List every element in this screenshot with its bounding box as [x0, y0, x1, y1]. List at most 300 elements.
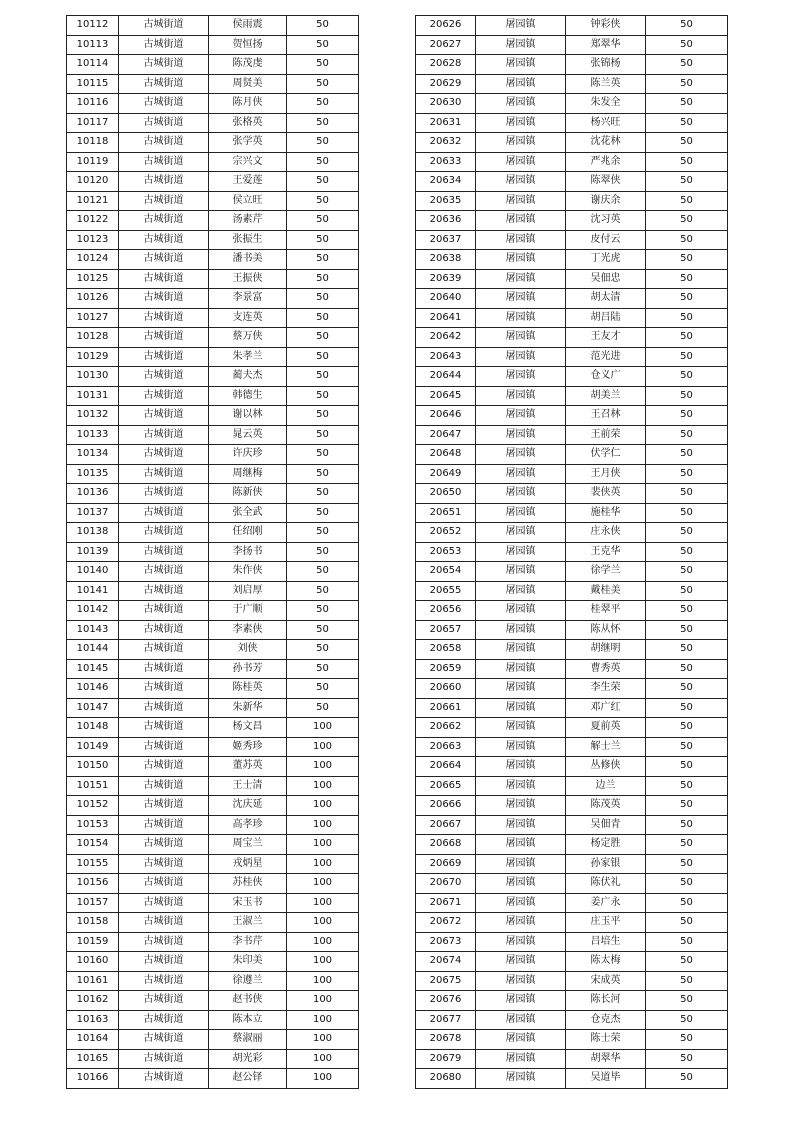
table-row — [67, 386, 359, 406]
amount-cell: 100 — [287, 971, 359, 991]
amount-cell: 100 — [287, 1030, 359, 1050]
district-cell: 屠园镇 — [476, 484, 566, 504]
amount-cell: 50 — [646, 757, 728, 777]
amount-cell: 50 — [287, 581, 359, 601]
id-cell: 20646 — [416, 406, 476, 426]
amount-cell: 100 — [287, 776, 359, 796]
id-cell: 10164 — [67, 1030, 119, 1050]
id-cell: 10121 — [67, 191, 119, 211]
table-row — [416, 640, 728, 660]
id-cell: 20636 — [416, 211, 476, 231]
district-cell: 古城街道 — [119, 893, 209, 913]
amount-cell: 50 — [646, 152, 728, 172]
name-cell: 胡美兰 — [566, 386, 646, 406]
table-row — [416, 737, 728, 757]
table-row — [67, 893, 359, 913]
district-cell: 古城街道 — [119, 386, 209, 406]
district-cell: 屠园镇 — [476, 523, 566, 543]
amount-cell: 50 — [646, 952, 728, 972]
id-cell: 10149 — [67, 737, 119, 757]
amount-cell: 50 — [646, 308, 728, 328]
table-row — [416, 679, 728, 699]
name-cell: 胡继明 — [566, 640, 646, 660]
amount-cell: 100 — [287, 932, 359, 952]
district-cell: 古城街道 — [119, 815, 209, 835]
table-row — [67, 1030, 359, 1050]
id-cell: 20627 — [416, 35, 476, 55]
district-cell: 古城街道 — [119, 776, 209, 796]
name-cell: 吴佃忠 — [566, 269, 646, 289]
district-cell: 古城街道 — [119, 757, 209, 777]
name-cell: 李书芹 — [209, 932, 287, 952]
district-cell: 屠园镇 — [476, 893, 566, 913]
id-cell: 20643 — [416, 347, 476, 367]
district-cell: 屠园镇 — [476, 269, 566, 289]
district-cell: 屠园镇 — [476, 464, 566, 484]
amount-cell: 50 — [646, 581, 728, 601]
id-cell: 20652 — [416, 523, 476, 543]
amount-cell: 50 — [287, 523, 359, 543]
left-roster-table — [66, 15, 359, 1089]
table-row — [416, 932, 728, 952]
district-cell: 古城街道 — [119, 562, 209, 582]
amount-cell: 50 — [646, 55, 728, 75]
table-row — [67, 1049, 359, 1069]
district-cell: 古城街道 — [119, 874, 209, 894]
id-cell: 10138 — [67, 523, 119, 543]
name-cell: 韩德生 — [209, 386, 287, 406]
name-cell: 蔡万侠 — [209, 328, 287, 348]
name-cell: 徐遵兰 — [209, 971, 287, 991]
district-cell: 屠园镇 — [476, 16, 566, 36]
amount-cell: 50 — [646, 16, 728, 36]
amount-cell: 50 — [646, 74, 728, 94]
table-row — [416, 796, 728, 816]
table-row — [67, 952, 359, 972]
district-cell: 古城街道 — [119, 854, 209, 874]
name-cell: 杨文昌 — [209, 718, 287, 738]
id-cell: 10116 — [67, 94, 119, 114]
amount-cell: 50 — [646, 250, 728, 270]
name-cell: 陈兰英 — [566, 74, 646, 94]
id-cell: 10134 — [67, 445, 119, 465]
table-row — [416, 425, 728, 445]
table-row — [416, 152, 728, 172]
id-cell: 10153 — [67, 815, 119, 835]
district-cell: 屠园镇 — [476, 289, 566, 309]
amount-cell: 50 — [646, 94, 728, 114]
id-cell: 10161 — [67, 971, 119, 991]
district-cell: 屠园镇 — [476, 698, 566, 718]
district-cell: 古城街道 — [119, 932, 209, 952]
district-cell: 屠园镇 — [476, 757, 566, 777]
id-cell: 10142 — [67, 601, 119, 621]
id-cell: 20666 — [416, 796, 476, 816]
district-cell: 古城街道 — [119, 601, 209, 621]
district-cell: 屠园镇 — [476, 347, 566, 367]
district-cell: 屠园镇 — [476, 172, 566, 192]
amount-cell: 50 — [287, 425, 359, 445]
amount-cell: 50 — [646, 932, 728, 952]
table-row — [67, 718, 359, 738]
name-cell: 陈从怀 — [566, 620, 646, 640]
amount-cell: 100 — [287, 1049, 359, 1069]
id-cell: 10126 — [67, 289, 119, 309]
amount-cell: 50 — [646, 562, 728, 582]
amount-cell: 50 — [646, 737, 728, 757]
id-cell: 20651 — [416, 503, 476, 523]
name-cell: 陈月侠 — [209, 94, 287, 114]
id-cell: 20669 — [416, 854, 476, 874]
table-row — [416, 893, 728, 913]
name-cell: 杨兴旺 — [566, 113, 646, 133]
district-cell: 古城街道 — [119, 74, 209, 94]
name-cell: 吕培生 — [566, 932, 646, 952]
name-cell: 赵公铎 — [209, 1069, 287, 1089]
amount-cell: 50 — [646, 542, 728, 562]
id-cell: 10147 — [67, 698, 119, 718]
table-row — [416, 757, 728, 777]
table-row — [67, 796, 359, 816]
name-cell: 陈茂英 — [566, 796, 646, 816]
table-row — [67, 484, 359, 504]
id-cell: 20645 — [416, 386, 476, 406]
name-cell: 沈习英 — [566, 211, 646, 231]
table-row — [67, 991, 359, 1011]
name-cell: 伏学仁 — [566, 445, 646, 465]
district-cell: 古城街道 — [119, 94, 209, 114]
district-cell: 屠园镇 — [476, 367, 566, 387]
amount-cell: 50 — [646, 230, 728, 250]
id-cell: 20629 — [416, 74, 476, 94]
amount-cell: 50 — [287, 250, 359, 270]
id-cell: 10165 — [67, 1049, 119, 1069]
district-cell: 古城街道 — [119, 133, 209, 153]
table-row — [416, 269, 728, 289]
amount-cell: 100 — [287, 1069, 359, 1089]
id-cell: 20679 — [416, 1049, 476, 1069]
district-cell: 古城街道 — [119, 55, 209, 75]
name-cell: 陈新侠 — [209, 484, 287, 504]
name-cell: 沈庆延 — [209, 796, 287, 816]
amount-cell: 50 — [646, 1010, 728, 1030]
table-row — [416, 874, 728, 894]
id-cell: 20678 — [416, 1030, 476, 1050]
table-row — [67, 94, 359, 114]
district-cell: 古城街道 — [119, 425, 209, 445]
id-cell: 10113 — [67, 35, 119, 55]
district-cell: 屠园镇 — [476, 425, 566, 445]
district-cell: 屠园镇 — [476, 874, 566, 894]
name-cell: 丁光虎 — [566, 250, 646, 270]
name-cell: 王爱莲 — [209, 172, 287, 192]
id-cell: 10140 — [67, 562, 119, 582]
district-cell: 古城街道 — [119, 952, 209, 972]
name-cell: 王月侠 — [566, 464, 646, 484]
name-cell: 李生荣 — [566, 679, 646, 699]
id-cell: 20675 — [416, 971, 476, 991]
amount-cell: 100 — [287, 952, 359, 972]
district-cell: 屠园镇 — [476, 913, 566, 933]
amount-cell: 50 — [646, 269, 728, 289]
district-cell: 屠园镇 — [476, 796, 566, 816]
name-cell: 陈士荣 — [566, 1030, 646, 1050]
name-cell: 施桂华 — [566, 503, 646, 523]
name-cell: 陈伏礼 — [566, 874, 646, 894]
id-cell: 20653 — [416, 542, 476, 562]
name-cell: 王克华 — [566, 542, 646, 562]
amount-cell: 50 — [287, 133, 359, 153]
amount-cell: 50 — [646, 640, 728, 660]
name-cell: 蔡淑丽 — [209, 1030, 287, 1050]
amount-cell: 100 — [287, 796, 359, 816]
district-cell: 古城街道 — [119, 971, 209, 991]
id-cell: 20635 — [416, 191, 476, 211]
name-cell: 沈花林 — [566, 133, 646, 153]
amount-cell: 50 — [646, 406, 728, 426]
name-cell: 潘书美 — [209, 250, 287, 270]
name-cell: 陈桂英 — [209, 679, 287, 699]
table-row — [416, 776, 728, 796]
district-cell: 屠园镇 — [476, 542, 566, 562]
id-cell: 20661 — [416, 698, 476, 718]
name-cell: 侯立旺 — [209, 191, 287, 211]
name-cell: 邓广红 — [566, 698, 646, 718]
district-cell: 屠园镇 — [476, 503, 566, 523]
amount-cell: 50 — [287, 269, 359, 289]
id-cell: 10145 — [67, 659, 119, 679]
name-cell: 姜广永 — [566, 893, 646, 913]
name-cell: 朱新华 — [209, 698, 287, 718]
id-cell: 10122 — [67, 211, 119, 231]
id-cell: 20648 — [416, 445, 476, 465]
amount-cell: 100 — [287, 718, 359, 738]
id-cell: 20674 — [416, 952, 476, 972]
district-cell: 古城街道 — [119, 737, 209, 757]
amount-cell: 50 — [646, 347, 728, 367]
name-cell: 徐学兰 — [566, 562, 646, 582]
id-cell: 20626 — [416, 16, 476, 36]
name-cell: 支连英 — [209, 308, 287, 328]
amount-cell: 50 — [287, 152, 359, 172]
table-row — [67, 445, 359, 465]
table-row — [416, 601, 728, 621]
id-cell: 10117 — [67, 113, 119, 133]
table-row — [416, 211, 728, 231]
name-cell: 钟彩侠 — [566, 16, 646, 36]
district-cell: 屠园镇 — [476, 55, 566, 75]
amount-cell: 100 — [287, 815, 359, 835]
table-row — [416, 835, 728, 855]
id-cell: 20663 — [416, 737, 476, 757]
district-cell: 屠园镇 — [476, 835, 566, 855]
id-cell: 20659 — [416, 659, 476, 679]
amount-cell: 50 — [646, 386, 728, 406]
table-row — [416, 562, 728, 582]
table-row — [416, 308, 728, 328]
name-cell: 仓克杰 — [566, 1010, 646, 1030]
district-cell: 屠园镇 — [476, 854, 566, 874]
district-cell: 古城街道 — [119, 445, 209, 465]
table-row — [416, 328, 728, 348]
id-cell: 20670 — [416, 874, 476, 894]
id-cell: 20647 — [416, 425, 476, 445]
amount-cell: 50 — [646, 991, 728, 1011]
id-cell: 20660 — [416, 679, 476, 699]
id-cell: 20644 — [416, 367, 476, 387]
name-cell: 庄玉平 — [566, 913, 646, 933]
table-row — [416, 503, 728, 523]
id-cell: 10151 — [67, 776, 119, 796]
name-cell: 边兰 — [566, 776, 646, 796]
id-cell: 10160 — [67, 952, 119, 972]
amount-cell: 50 — [287, 113, 359, 133]
amount-cell: 100 — [287, 757, 359, 777]
table-row — [416, 542, 728, 562]
table-row — [67, 328, 359, 348]
id-cell: 20637 — [416, 230, 476, 250]
table-row — [67, 815, 359, 835]
district-cell: 古城街道 — [119, 718, 209, 738]
table-row — [416, 445, 728, 465]
id-cell: 20665 — [416, 776, 476, 796]
district-cell: 屠园镇 — [476, 562, 566, 582]
name-cell: 宗兴文 — [209, 152, 287, 172]
amount-cell: 50 — [646, 1049, 728, 1069]
amount-cell: 50 — [287, 679, 359, 699]
name-cell: 张振生 — [209, 230, 287, 250]
district-cell: 古城街道 — [119, 991, 209, 1011]
amount-cell: 50 — [646, 718, 728, 738]
name-cell: 庄永侠 — [566, 523, 646, 543]
id-cell: 10128 — [67, 328, 119, 348]
amount-cell: 50 — [646, 854, 728, 874]
name-cell: 贺恒扬 — [209, 35, 287, 55]
id-cell: 10155 — [67, 854, 119, 874]
amount-cell: 50 — [287, 289, 359, 309]
name-cell: 王淑兰 — [209, 913, 287, 933]
amount-cell: 50 — [646, 191, 728, 211]
name-cell: 戎炳星 — [209, 854, 287, 874]
amount-cell: 50 — [287, 328, 359, 348]
name-cell: 张全武 — [209, 503, 287, 523]
district-cell: 古城街道 — [119, 328, 209, 348]
table-row — [67, 737, 359, 757]
name-cell: 胡翠华 — [566, 1049, 646, 1069]
amount-cell: 50 — [287, 484, 359, 504]
district-cell: 屠园镇 — [476, 35, 566, 55]
table-row — [416, 971, 728, 991]
district-cell: 屠园镇 — [476, 74, 566, 94]
amount-cell: 50 — [646, 35, 728, 55]
name-cell: 杨定胜 — [566, 835, 646, 855]
amount-cell: 50 — [646, 1030, 728, 1050]
amount-cell: 50 — [646, 698, 728, 718]
amount-cell: 50 — [287, 640, 359, 660]
amount-cell: 50 — [287, 172, 359, 192]
id-cell: 10137 — [67, 503, 119, 523]
district-cell: 古城街道 — [119, 796, 209, 816]
table-row — [67, 698, 359, 718]
id-cell: 10156 — [67, 874, 119, 894]
district-cell: 屠园镇 — [476, 932, 566, 952]
table-row — [67, 640, 359, 660]
district-cell: 屠园镇 — [476, 1049, 566, 1069]
name-cell: 王士清 — [209, 776, 287, 796]
id-cell: 20654 — [416, 562, 476, 582]
id-cell: 20667 — [416, 815, 476, 835]
district-cell: 古城街道 — [119, 211, 209, 231]
table-row — [416, 191, 728, 211]
district-cell: 古城街道 — [119, 1010, 209, 1030]
district-cell: 古城街道 — [119, 1069, 209, 1089]
right-roster-table — [415, 15, 728, 1089]
id-cell: 20668 — [416, 835, 476, 855]
id-cell: 10139 — [67, 542, 119, 562]
name-cell: 张锦杨 — [566, 55, 646, 75]
name-cell: 于广顺 — [209, 601, 287, 621]
id-cell: 10162 — [67, 991, 119, 1011]
table-row — [416, 406, 728, 426]
district-cell: 古城街道 — [119, 269, 209, 289]
district-cell: 古城街道 — [119, 113, 209, 133]
amount-cell: 50 — [646, 776, 728, 796]
name-cell: 戴桂美 — [566, 581, 646, 601]
id-cell: 10114 — [67, 55, 119, 75]
name-cell: 王友才 — [566, 328, 646, 348]
amount-cell: 50 — [287, 211, 359, 231]
id-cell: 20650 — [416, 484, 476, 504]
name-cell: 陈翠侠 — [566, 172, 646, 192]
id-cell: 10159 — [67, 932, 119, 952]
district-cell: 古城街道 — [119, 16, 209, 36]
id-cell: 10154 — [67, 835, 119, 855]
amount-cell: 50 — [287, 367, 359, 387]
table-row — [67, 425, 359, 445]
name-cell: 吴佃青 — [566, 815, 646, 835]
name-cell: 严兆余 — [566, 152, 646, 172]
amount-cell: 50 — [646, 464, 728, 484]
amount-cell: 50 — [646, 425, 728, 445]
table-row — [416, 659, 728, 679]
id-cell: 20658 — [416, 640, 476, 660]
table-row — [67, 464, 359, 484]
table-row — [67, 835, 359, 855]
name-cell: 晁云英 — [209, 425, 287, 445]
name-cell: 苏桂侠 — [209, 874, 287, 894]
district-cell: 屠园镇 — [476, 445, 566, 465]
district-cell: 屠园镇 — [476, 718, 566, 738]
district-cell: 古城街道 — [119, 913, 209, 933]
amount-cell: 50 — [287, 386, 359, 406]
district-cell: 古城街道 — [119, 620, 209, 640]
id-cell: 20628 — [416, 55, 476, 75]
table-row — [67, 581, 359, 601]
district-cell: 古城街道 — [119, 347, 209, 367]
district-cell: 屠园镇 — [476, 1010, 566, 1030]
table-row — [67, 503, 359, 523]
table-row — [416, 718, 728, 738]
table-row — [67, 289, 359, 309]
table-row — [67, 971, 359, 991]
name-cell: 李素侠 — [209, 620, 287, 640]
name-cell: 丛修侠 — [566, 757, 646, 777]
id-cell: 20639 — [416, 269, 476, 289]
district-cell: 古城街道 — [119, 1049, 209, 1069]
name-cell: 胡吕陆 — [566, 308, 646, 328]
district-cell: 古城街道 — [119, 542, 209, 562]
name-cell: 裴侠英 — [566, 484, 646, 504]
